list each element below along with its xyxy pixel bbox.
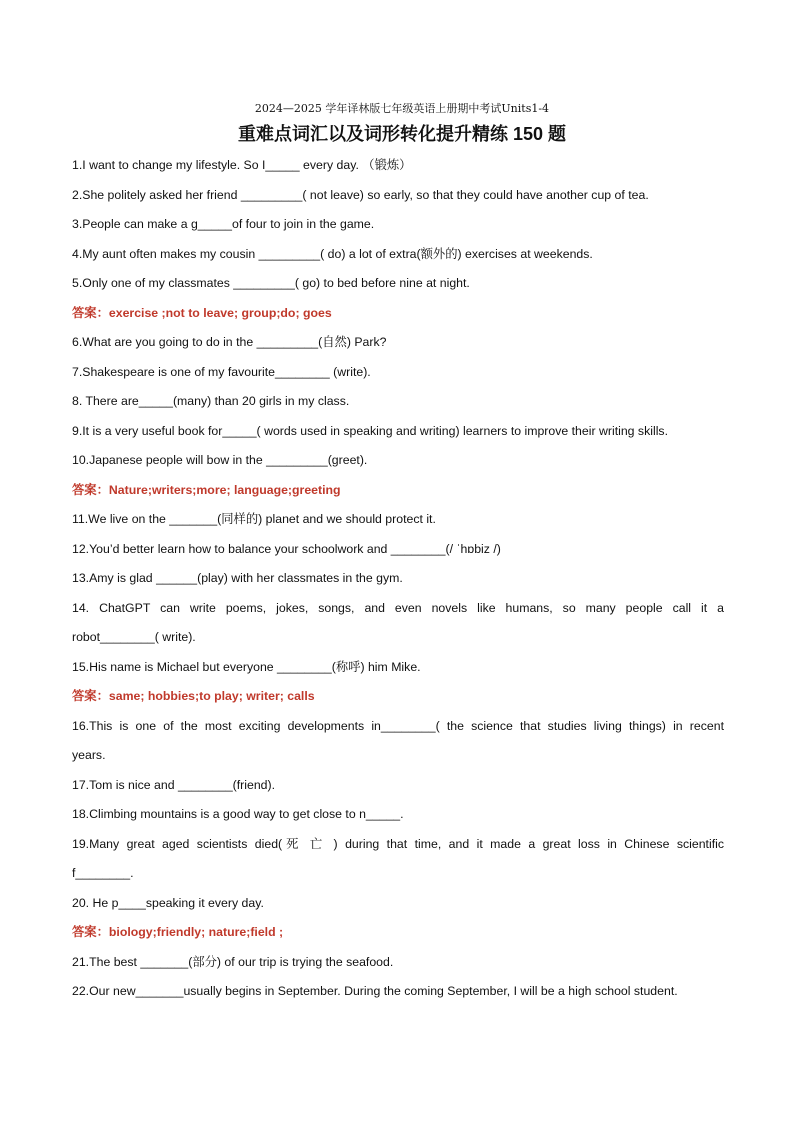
- answer-label: 答案：: [72, 305, 109, 320]
- question-19-continued: f________.: [72, 866, 134, 880]
- question-13: 13.Amy is glad ______(play) with her classmates in the gym.: [72, 571, 403, 585]
- question-12: 12.You’d better learn how to balance your schoolwork and ________(/ ˈhɒbiz /): [72, 541, 501, 556]
- question-5: 5.Only one of my classmates _________( go) to bed before nine at night.: [72, 276, 470, 290]
- question-19: 19.Many great aged scientists died(死 亡 ) during that time, and it made a great loss in Chinese scientific: [72, 836, 724, 851]
- answer-line-1: [72, 299, 724, 329]
- question-8: 8. There are_____(many) than 20 girls in my class.: [72, 394, 350, 408]
- answer-label: 答案：: [72, 482, 109, 497]
- answer-text: exercise ;not to leave; group;do; goes: [108, 305, 332, 320]
- exam-title: 重难点词汇以及词形转化提升精练 150 题: [237, 124, 567, 144]
- answer-label: 答案：: [72, 925, 109, 939]
- question-21: 21.The best _______(部分) of our trip is trying the seafood.: [72, 954, 394, 969]
- question-11: 11.We live on the _______(同样的) planet and we should protect it.: [72, 512, 436, 526]
- exam-subtitle: 2024—2025 学年译林版七年级英语上册期中考试Units1-4: [254, 102, 550, 115]
- answer-text: Nature;writers;more; language;greeting: [108, 482, 341, 497]
- document-page: [72, 100, 724, 1007]
- question-6: 6.What are you going to do in the _________(自然) Park?: [72, 335, 387, 349]
- answer-line-3: [72, 682, 724, 712]
- question-14: 14. ChatGPT can write poems, jokes, songs, and even novels like humans, so many people call it a: [72, 600, 724, 615]
- question-3: 3.People can make a g_____of four to join in the game.: [72, 217, 375, 231]
- answer-text: biology;friendly; nature;field ;: [108, 925, 284, 939]
- question-17: 17.Tom is nice and ________(friend).: [72, 777, 276, 792]
- question-22: 22.Our new_______usually begins in September. During the coming September, I will be a high school student.: [72, 984, 678, 998]
- question-20: 20. He p____speaking it every day.: [72, 895, 264, 910]
- question-16-continued: years.: [72, 748, 106, 762]
- answer-text: same; hobbies;to play; writer; calls: [108, 689, 315, 703]
- question-16: 16.This is one of the most exciting developments in________( the science that studies living things) in recent: [72, 718, 724, 733]
- question-1: 1.I want to change my lifestyle. So I_____ every day. （锻炼）: [72, 158, 412, 172]
- question-14-continued: robot________( write).: [72, 630, 196, 644]
- question-4: 4.My aunt often makes my cousin _________( do) a lot of extra(额外的) exercises at weekends.: [72, 246, 593, 261]
- question-15: 15.His name is Michael but everyone ________(称呼) him Mike.: [72, 659, 421, 674]
- question-10: 10.Japanese people will bow in the _________(greet).: [72, 453, 368, 467]
- question-7: 7.Shakespeare is one of my favourite________ (write).: [72, 364, 371, 379]
- question-2: 2.She politely asked her friend _________( not leave) so early, so that they could have another cup of tea.: [72, 187, 649, 202]
- question-18: 18.Climbing mountains is a good way to get close to n_____.: [72, 807, 404, 821]
- question-9: 9.It is a very useful book for_____( words used in speaking and writing) learners to improve their writing skills.: [72, 423, 668, 438]
- answer-label: 答案：: [72, 689, 109, 703]
- answer-line-4: [72, 918, 724, 948]
- answer-line-2: [72, 476, 724, 506]
